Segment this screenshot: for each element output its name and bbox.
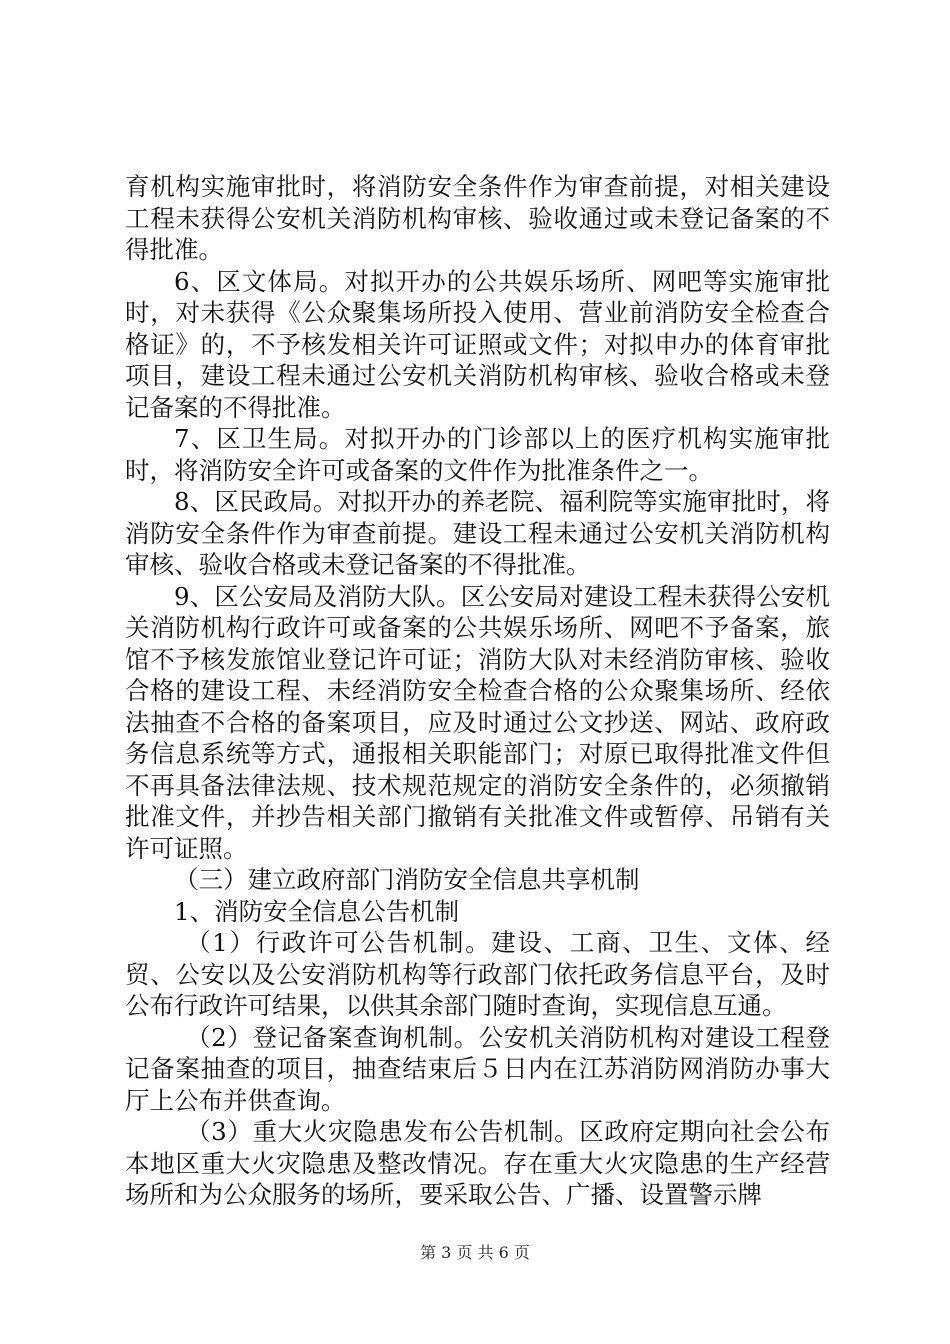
paragraph-item-7: 7、区卫生局。对拟开办的门诊部以上的医疗机构实施审批时，将消防安全许可或备案的文件作为批准条件之一。: [125, 424, 830, 485]
page-number-label: 第 3 页 共 6 页: [420, 1243, 530, 1262]
paragraph-sub-2: （2）登记备案查询机制。公安机关消防机构对建设工程登记备案抽查的项目，抽查结束后５日内在江苏消防网消防办事大厅上公布并供查询。: [125, 1022, 830, 1115]
document-body: [125, 171, 830, 1211]
subsection-heading-1: 1、消防安全信息公告机制: [174, 896, 460, 926]
section-heading-3: （三）建立政府部门消防安全信息共享机制: [174, 865, 640, 894]
paragraph-item-9: 9、区公安局及消防大队。区公安局对建设工程未获得公安机关消防机构行政许可或备案的公共娱乐场所、网吧不予备案，旅馆不予核发旅馆业登记许可证；消防大队对未经消防审核、验收合格的建设工程、未经消防安全检查合格的公众聚集场所、经依法抽查不合格的备案项目，应及时通过公文抄送、网站、政府政务信息系统等方式，通报相关职能部门；对原已取得批准文件但不再具备法律法规、技术规范规定的消防安全条件的，必须撤销批准文件，并抄告相关部门撤销有关批准文件或暂停、吊销有关许可证照。: [125, 581, 830, 863]
page-footer: [0, 1240, 950, 1263]
paragraph-item-8: 8、区民政局。对拟开办的养老院、福利院等实施审批时，将消防安全条件作为审查前提。建设工程未通过公安机关消防机构审核、验收合格或未登记备案的不得批准。: [125, 487, 830, 579]
paragraph-item-6: 6、区文体局。对拟开办的公共娱乐场所、网吧等实施审批时，对未获得《公众聚集场所投入使用、营业前消防安全检查合格证》的，不予核发相关许可证照或文件；对拟申办的体育审批项目，建设工程未通过公安机关消防机构审核、验收合格或未登记备案的不得批准。: [125, 266, 830, 422]
paragraph-sub-3: （3）重大火灾隐患发布公告机制。区政府定期向社会公布本地区重大火灾隐患及整改情况。存在重大火灾隐患的生产经营场所和为公众服务的场所，要采取公告、广播、设置警示牌: [125, 1117, 830, 1209]
paragraph-sub-1: （1）行政许可公告机制。建设、工商、卫生、文体、经贸、公安以及公安消防机构等行政部门依托政务信息平台，及时公布行政许可结果，以供其余部门随时查询，实现信息互通。: [125, 928, 830, 1020]
paragraph-continuation: 育机构实施审批时，将消防安全条件作为审查前提，对相关建设工程未获得公安机关消防机构审核、验收通过或未登记备案的不得批准。: [125, 172, 830, 264]
